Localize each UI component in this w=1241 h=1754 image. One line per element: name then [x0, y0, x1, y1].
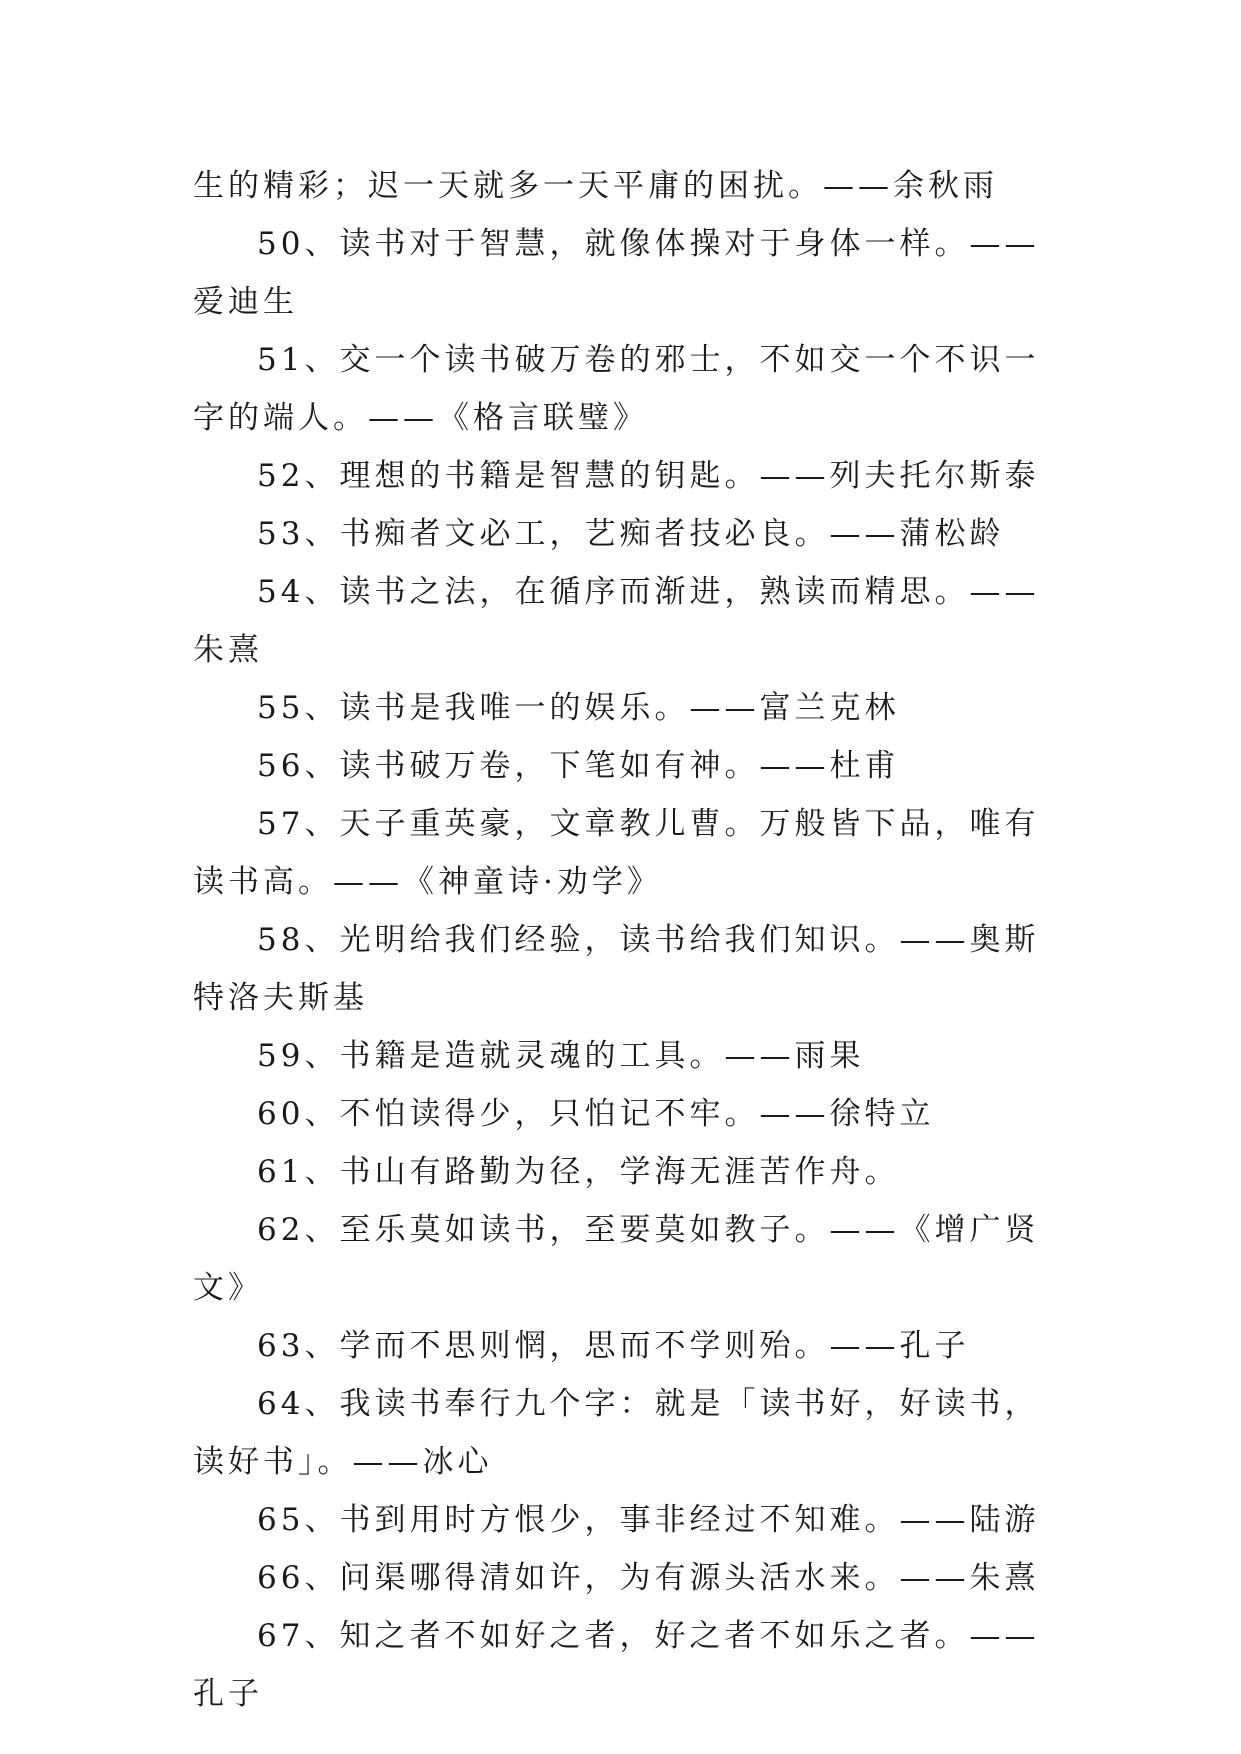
quote-57: 57、天子重英豪，文章教儿曹。万般皆下品，唯有读书高。——《神童诗·劝学》 — [193, 806, 1040, 900]
paragraph-continuation: 生的精彩；迟一天就多一天平庸的困扰。——余秋雨 — [193, 168, 998, 204]
quote-55: 55、读书是我唯一的娱乐。——富兰克林 — [257, 690, 900, 726]
quote-56: 56、读书破万卷，下笔如有神。——杜甫 — [257, 748, 900, 784]
quote-53: 53、书痴者文必工，艺痴者技必良。——蒲松龄 — [257, 516, 1005, 552]
quote-66: 66、问渠哪得清如许，为有源头活水来。——朱熹 — [257, 1560, 1040, 1596]
quote-65: 65、书到用时方恨少，事非经过不知难。——陆游 — [257, 1502, 1040, 1538]
quote-61: 61、书山有路勤为径，学海无涯苦作舟。 — [257, 1154, 900, 1190]
quote-64: 64、我读书奉行九个字：就是「读书好，好读书，读好书」。——冰心 — [193, 1386, 1040, 1480]
quote-62: 62、至乐莫如读书，至要莫如教子。——《增广贤文》 — [193, 1212, 1040, 1306]
quote-51: 51、交一个读书破万卷的邪士，不如交一个不识一字的端人。——《格言联璧》 — [193, 342, 1040, 436]
quote-58: 58、光明给我们经验，读书给我们知识。——奥斯特洛夫斯基 — [193, 922, 1040, 1016]
document-body — [193, 157, 1053, 1723]
quote-60: 60、不怕读得少，只怕记不牢。——徐特立 — [257, 1096, 935, 1132]
quote-63: 63、学而不思则惘，思而不学则殆。——孔子 — [257, 1328, 970, 1364]
quote-54: 54、读书之法，在循序而渐进，熟读而精思。——朱熹 — [193, 574, 1040, 668]
quote-59: 59、书籍是造就灵魂的工具。——雨果 — [257, 1038, 865, 1074]
quote-52: 52、理想的书籍是智慧的钥匙。——列夫托尔斯泰 — [257, 458, 1040, 494]
quote-50: 50、读书对于智慧，就像体操对于身体一样。——爱迪生 — [193, 226, 1040, 320]
quote-67: 67、知之者不如好之者，好之者不如乐之者。——孔子 — [193, 1618, 1040, 1712]
